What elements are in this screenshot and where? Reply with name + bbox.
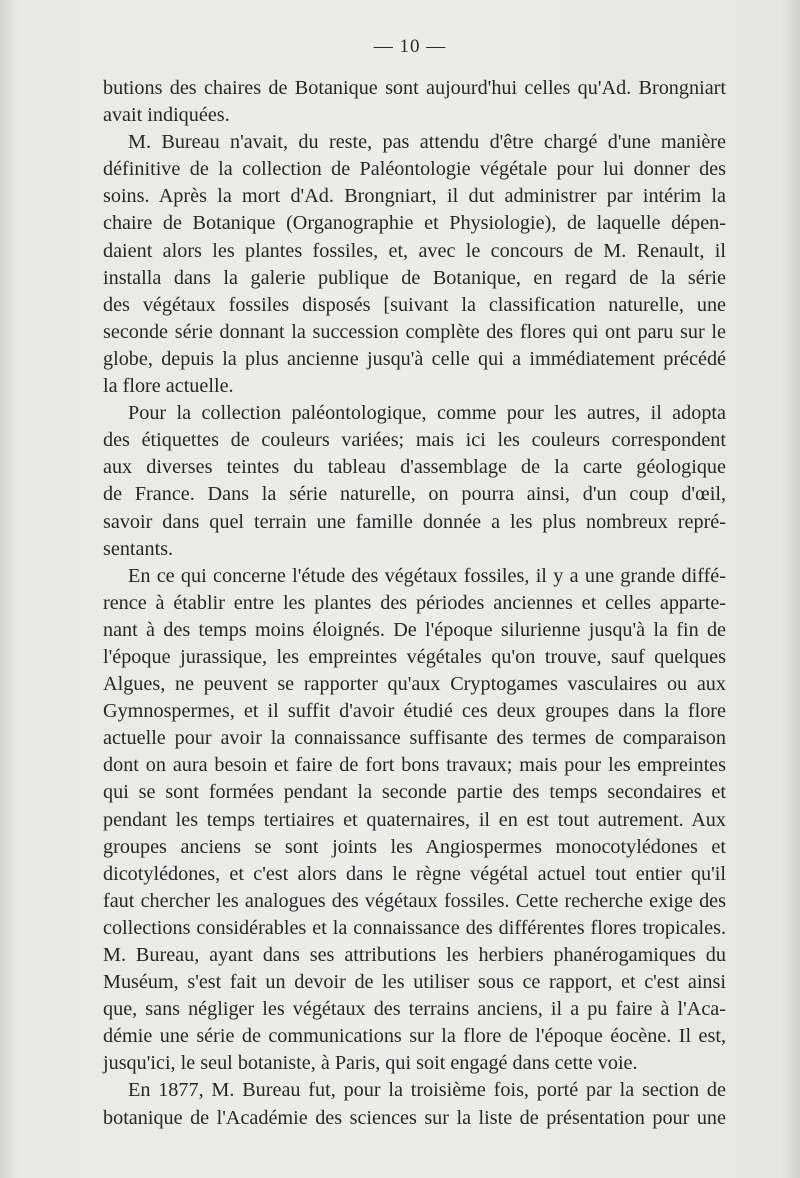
text-line: des étiquettes de couleurs variées; mais ici les couleurs correspondent [103,429,726,452]
text-line: faut chercher les analogues des végétaux fossiles. Cette recherche exige des [103,889,726,912]
page-number: — 10 — [373,36,447,57]
text-line: globe, depuis la plus ancienne jusqu'à celle qui a immédiatement précédé [103,347,726,370]
text-line: qui se sont formées pendant la seconde partie des temps secondaires et [103,781,726,804]
text-line: définitive de la collection de Paléontologie végétale pour lui donner des [103,158,726,181]
text-line: collections considérables et la connaissance des différentes flores tropicales. [103,916,726,939]
text-line: Algues, ne peuvent se rapporter qu'aux Cryptogames vasculaires ou aux [103,673,726,696]
text-line: que, sans négliger les végétaux des terrains anciens, il a pu faire à l'Aca- [103,998,726,1021]
text-line: botanique de l'Académie des sciences sur la liste de présentation pour une [103,1106,726,1129]
text-line: avait indiquées. [103,104,230,127]
text-line: de France. Dans la série naturelle, on pourra ainsi, d'un coup d'œil, [103,483,726,506]
text-line: la flore actuelle. [103,375,234,398]
text-line: savoir dans quel terrain une famille donnée a les plus nombreux repré- [103,510,726,533]
text-line: nant à des temps moins éloignés. De l'époque silurienne jusqu'à la fin de [103,618,726,641]
text-line: aux diverses teintes du tableau d'assemblage de la carte géologique [103,456,726,479]
text-line: Pour la collection paléontologique, comme pour les autres, il adopta [128,402,726,425]
text-line: dicotylédones, et c'est alors dans le règne végétal actuel tout entier qu'il [103,862,726,885]
text-line: Gymnospermes, et il suffit d'avoir étudié ces deux groupes dans la flore [103,700,726,723]
text-line: pendant les temps tertiaires et quaternaires, il en est tout autrement. Aux [103,808,726,831]
text-line: daient alors les plantes fossiles, et, avec le concours de M. Renault, il [103,239,726,262]
text-line: Muséum, s'est fait un devoir de les utiliser sous ce rapport, et c'est ainsi [103,971,726,994]
text-line: soins. Après la mort d'Ad. Brongniart, il dut administrer par intérim la [103,185,726,208]
text-line: sentants. [103,537,174,560]
text-line: jusqu'ici, le seul botaniste, à Paris, qui soit engagé dans cette voie. [103,1052,638,1075]
text-line: démie une série de communications sur la flore de l'époque éocène. Il est, [103,1025,726,1048]
text-line: chaire de Botanique (Organographie et Physiologie), de laquelle dépen- [103,212,726,235]
text-line: rence à établir entre les plantes des périodes anciennes et celles apparte- [103,591,726,614]
text-line: dont on aura besoin et faire de fort bons travaux; mais pour les empreintes [103,754,726,777]
text-line: installa dans la galerie publique de Botanique, en regard de la série [103,266,726,289]
text-line: M. Bureau, ayant dans ses attributions les herbiers phanérogamiques du [103,944,726,966]
text-line: En ce qui concerne l'étude des végétaux fossiles, il y a une grande diffé- [128,564,726,587]
text-line: des végétaux fossiles disposés [suivant la classification naturelle, une [103,293,726,316]
text-line: butions des chaires de Botanique sont aujourd'hui celles qu'Ad. Brongniart [103,77,726,99]
text-line: seconde série donnant la succession complète des flores qui ont paru sur le [103,320,726,343]
text-line: M. Bureau n'avait, du reste, pas attendu d'être chargé d'une manière [128,131,726,154]
body-text [103,75,726,1132]
text-line: groupes anciens se sont joints les Angiospermes monocotylédones et [103,835,726,858]
text-line: En 1877, M. Bureau fut, pour la troisième fois, porté par la section de [128,1079,726,1102]
text-line: actuelle pour avoir la connaissance suffisante des termes de comparaison [103,727,726,750]
text-line: l'époque jurassique, les empreintes végétales qu'on trouve, sauf quelques [103,645,726,668]
